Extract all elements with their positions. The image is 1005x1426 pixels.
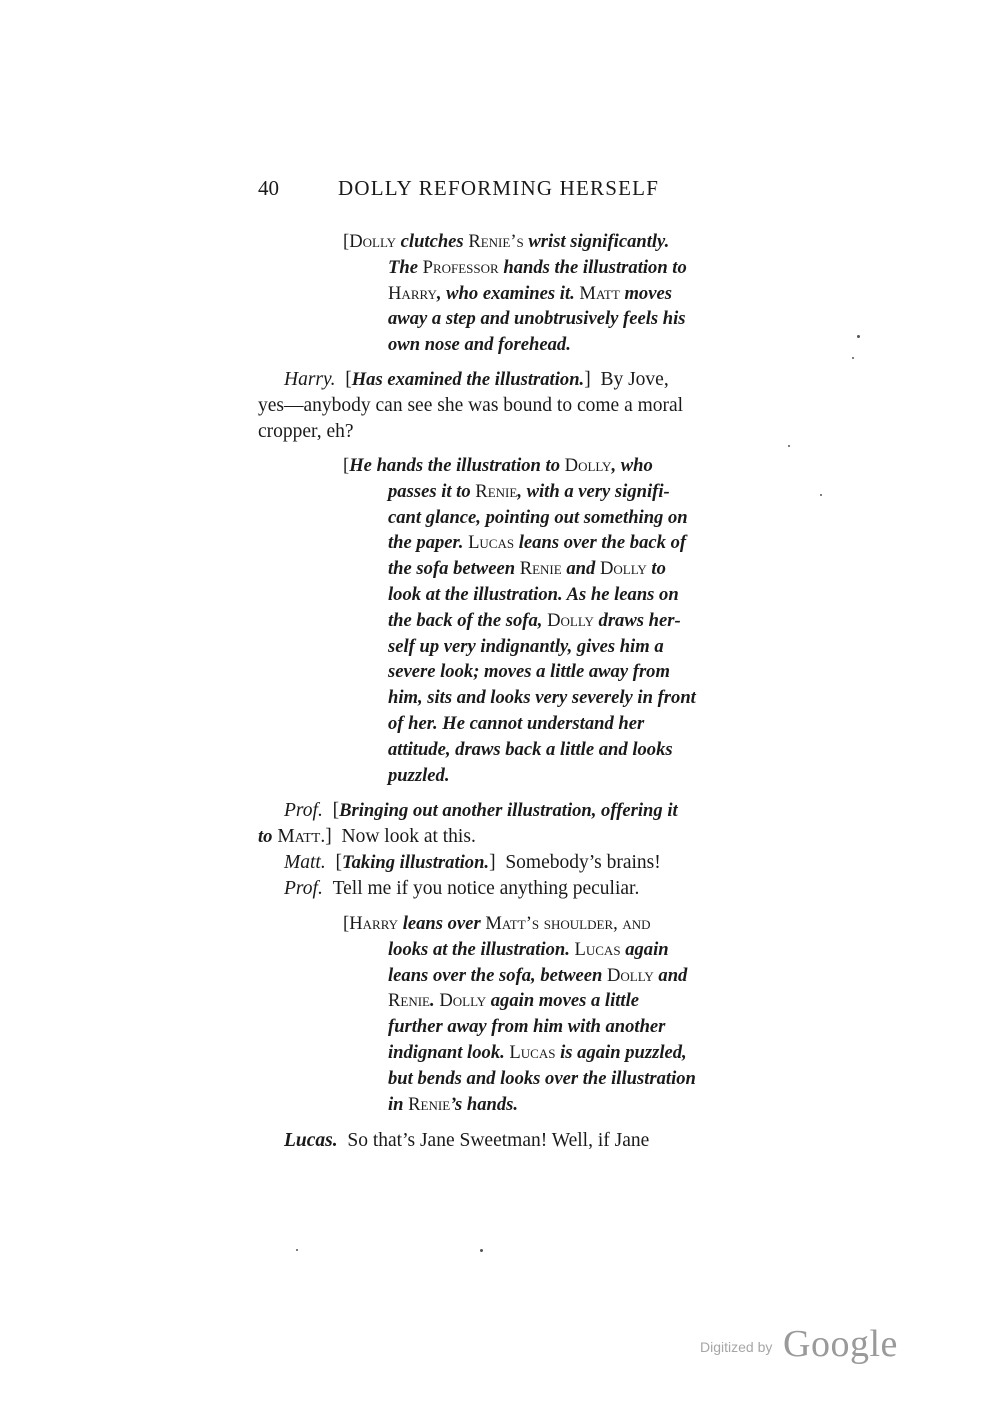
dialogue-text: By Jove, [600, 369, 669, 390]
character-name: Harry [349, 913, 399, 934]
stage-direction-line: own nose and forehead. [388, 334, 571, 356]
direction-text: the back of the sofa, [388, 609, 548, 631]
dialogue-prof [284, 876, 639, 902]
direction-text: leans over the sofa, between [388, 964, 607, 986]
character-name: Dolly [599, 558, 647, 580]
direction-text: indignant look. [388, 1041, 510, 1063]
inline-direction: Taking illustration. [341, 852, 490, 873]
stage-direction-2 [343, 453, 773, 788]
direction-text: draws her- [593, 609, 681, 631]
stage-direction-line: look at the illustration. As he leans on [388, 583, 679, 605]
digitized-watermark [700, 1322, 910, 1366]
scan-speck [820, 494, 822, 496]
direction-text: , who examines it. [436, 282, 580, 304]
character-name: Matt [485, 913, 526, 934]
scan-speck [857, 335, 860, 338]
direction-text: the sofa between [388, 558, 520, 580]
direction-text: to [646, 558, 666, 580]
stage-direction-line [343, 608, 773, 634]
character-name: Matt. [277, 826, 326, 847]
character-name: Dolly [564, 455, 612, 476]
stage-direction-line [343, 453, 773, 479]
direction-text: leans over [398, 913, 486, 934]
direction-text: again [620, 938, 669, 960]
character-name: Lucas [509, 1041, 556, 1063]
stage-direction-line [343, 937, 773, 963]
dialogue-harry [284, 367, 669, 393]
stage-direction-line: severe look; moves a little away from [388, 661, 670, 683]
stage-direction-line: but bends and looks over the illustration [388, 1067, 696, 1089]
speaker-name: Prof. [284, 878, 323, 899]
inline-direction: Has examined the illustration. [351, 369, 585, 390]
direction-text: passes it to [388, 480, 476, 502]
character-name: Renie [408, 1093, 451, 1115]
stage-direction-line [343, 281, 773, 307]
bracket: [ [335, 852, 342, 873]
bracket: [ [343, 913, 350, 934]
character-name: Renie [475, 480, 518, 502]
dialogue-text: Somebody’s brains! [505, 852, 661, 873]
stage-direction-1 [343, 229, 773, 358]
stage-direction-line [343, 479, 773, 505]
stage-direction-line: away a step and unobtrusively feels his [388, 308, 686, 330]
bracket: [ [343, 231, 350, 252]
character-name: Lucas [574, 938, 621, 960]
stage-direction-3 [343, 911, 773, 1117]
direction-text: ’s [510, 231, 529, 252]
inline-direction: Bringing out another illustration, offering it [339, 800, 678, 821]
stage-direction-line [343, 988, 773, 1014]
character-name: Dolly [547, 609, 594, 631]
scan-speck [296, 1249, 298, 1251]
character-name: Renie [519, 558, 562, 580]
stage-direction-line [343, 1092, 773, 1118]
page-number: 40 [258, 176, 279, 200]
stage-direction-line: attitude, draws back a little and looks [388, 738, 673, 760]
dialogue-lucas [284, 1128, 649, 1154]
stage-direction-line: self up very indignantly, gives him a [388, 635, 664, 657]
direction-text: hands the illustration to [498, 256, 687, 278]
speaker-name: Harry. [284, 369, 336, 390]
stage-direction-line [343, 255, 773, 281]
speaker-name: Lucas. [284, 1130, 338, 1151]
speaker-name: Matt. [284, 852, 326, 873]
direction-text: , with a very signifi- [517, 480, 670, 502]
dialogue-line: yes—anybody can see she was bound to come a moral [258, 395, 684, 416]
inline-direction: to [258, 826, 273, 847]
character-name: Professor [422, 256, 499, 278]
bracket: [ [345, 369, 352, 390]
direction-text: and [561, 558, 600, 580]
character-name: Lucas [468, 532, 515, 554]
stage-direction-line [343, 963, 773, 989]
stage-direction-line: cant glance, pointing out something on [388, 506, 688, 528]
direction-text: moves [619, 282, 672, 304]
running-title: DOLLY REFORMING HERSELF [338, 176, 660, 200]
direction-text: in [388, 1093, 409, 1115]
character-name: Dolly [606, 964, 654, 986]
direction-text: The [388, 256, 423, 278]
bracket: [ [343, 455, 350, 476]
bracket: [ [332, 800, 340, 821]
bracket: ] [325, 826, 332, 847]
direction-text: , who [611, 455, 653, 476]
character-name: Renie [388, 990, 431, 1012]
direction-text: clutches [396, 231, 469, 252]
direction-text: leans over the back of [514, 532, 687, 554]
stage-direction-line: further away from him with another [388, 1016, 666, 1038]
page-header [258, 176, 778, 206]
character-name: Matt [579, 282, 620, 304]
watermark-caption: Digitized by [700, 1339, 773, 1355]
dialogue-line: cropper, eh? [258, 421, 354, 442]
direction-text: wrist significantly. [528, 231, 670, 252]
stage-direction-line: of her. He cannot understand her [388, 712, 645, 734]
stage-direction-line: him, sits and looks very severely in front [388, 687, 696, 709]
dialogue-text: So that’s Jane Sweetman! Well, if Jane [347, 1130, 650, 1151]
direction-text: ’s hands. [450, 1093, 519, 1115]
speaker-name: Prof. [284, 800, 323, 821]
stage-direction-line [343, 229, 773, 255]
direction-text: again moves a little [486, 990, 639, 1012]
bracket: ] [584, 369, 591, 390]
direction-text: is again puzzled, [555, 1041, 687, 1063]
stage-direction-line [343, 911, 773, 937]
stage-direction-line [343, 1040, 773, 1066]
character-name: Dolly [349, 231, 396, 252]
dialogue-text: Now look at this. [341, 826, 476, 847]
direction-text: ’s shoulder, and [525, 913, 651, 934]
direction-text: looks at the illustration. [388, 938, 575, 960]
stage-direction-line [343, 556, 773, 582]
direction-text: the paper. [388, 532, 469, 554]
character-name: Harry [388, 282, 437, 304]
stage-direction-line: puzzled. [388, 764, 450, 786]
dialogue-text: Tell me if you notice anything peculiar. [332, 878, 640, 899]
dialogue-line [258, 824, 476, 850]
google-logo: Google [783, 1323, 898, 1365]
bracket: ] [489, 852, 496, 873]
dialogue-matt [284, 850, 661, 876]
dialogue-prof [284, 798, 678, 824]
direction-text: . [430, 990, 440, 1012]
character-name: Dolly [439, 990, 487, 1012]
direction-text: He hands the illustration to [349, 455, 565, 476]
stage-direction-line [343, 530, 773, 556]
scan-speck [480, 1249, 483, 1252]
character-name: Renie [468, 231, 511, 252]
direction-text: and [653, 964, 688, 986]
scan-speck [788, 445, 790, 447]
scan-speck [852, 357, 854, 359]
